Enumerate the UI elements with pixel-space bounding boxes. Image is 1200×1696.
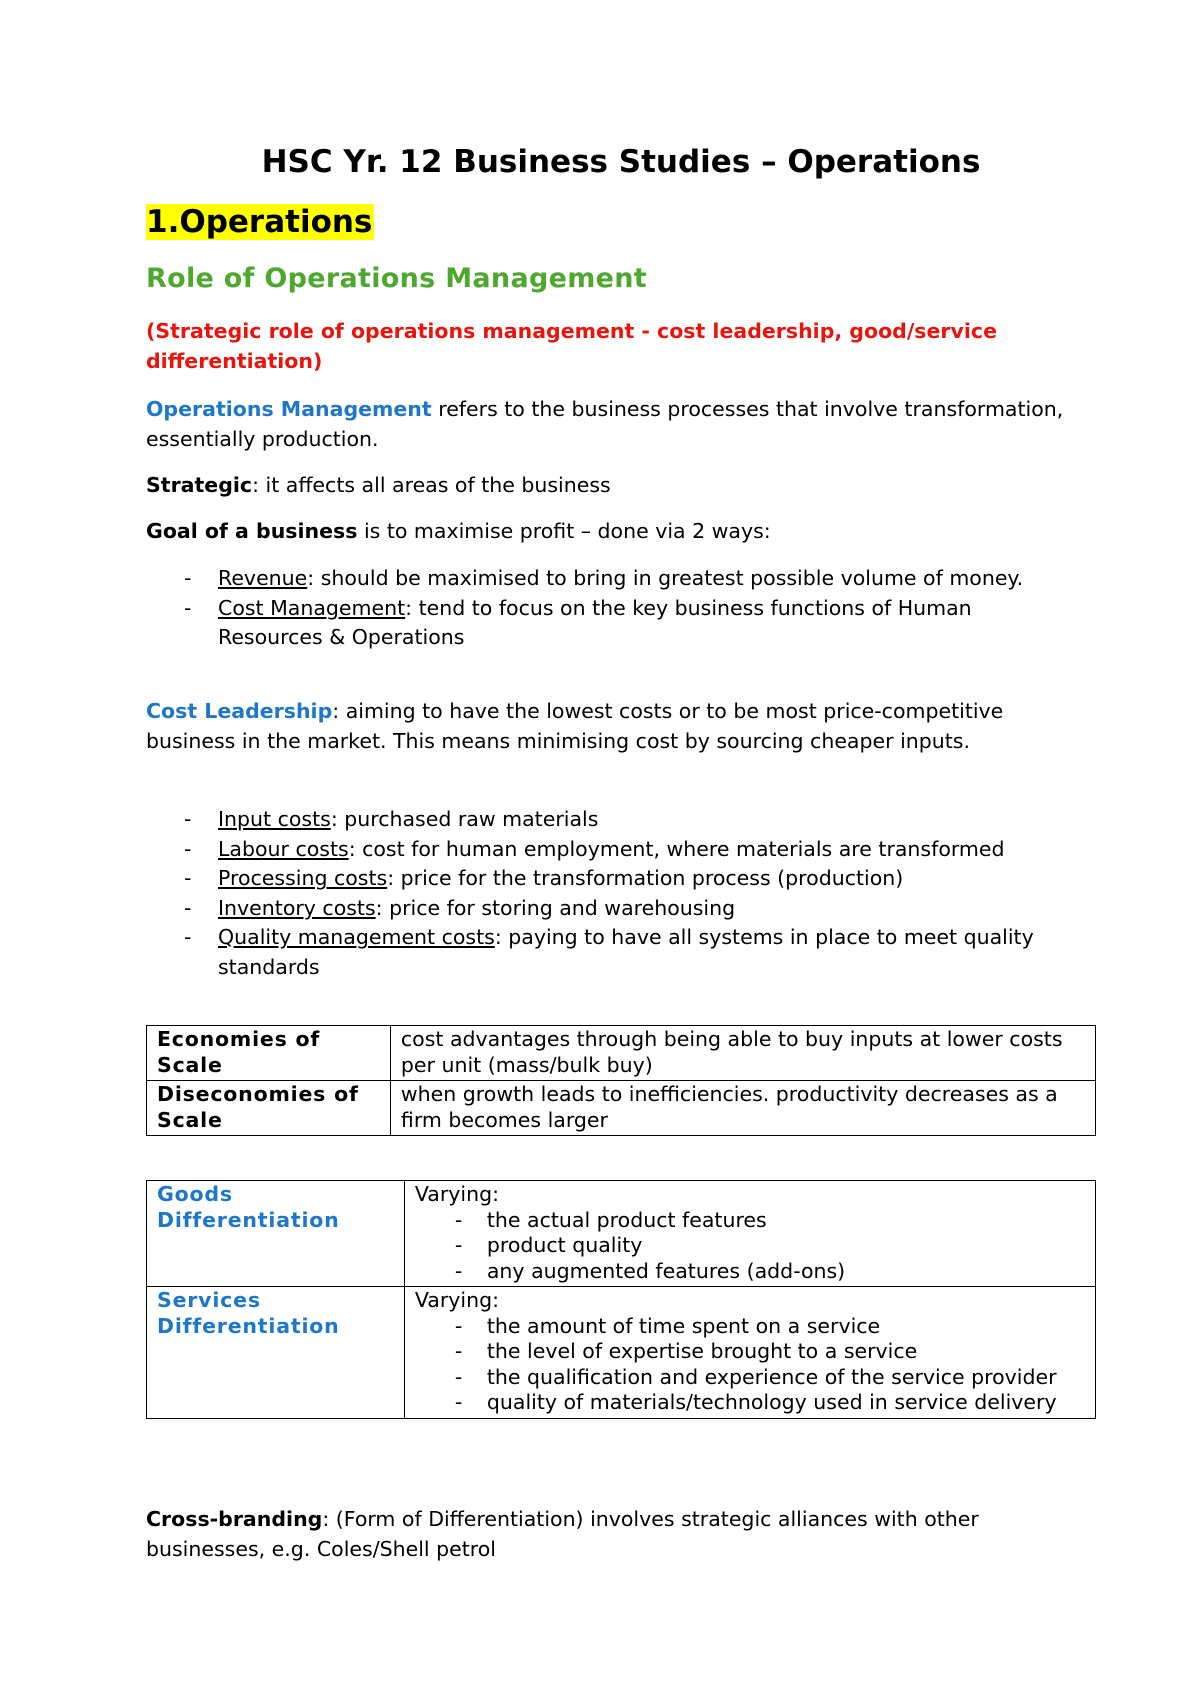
strategic-role-note: (Strategic role of operations management - cost leadership, good/service differentiation)	[146, 319, 997, 373]
dash-bullet: -	[184, 595, 192, 620]
differentiation-table	[146, 1180, 1096, 1419]
list-item	[415, 1339, 1085, 1365]
ops-mgmt-term: Operations Management	[146, 397, 432, 421]
scale-table	[146, 1025, 1096, 1136]
list-item	[146, 564, 1066, 594]
dash-bullet: -	[184, 836, 192, 861]
list-item-term: Labour costs	[218, 836, 349, 861]
list-item-text: : cost for human employment, where materials are transformed	[348, 836, 1005, 861]
table-cell-label: Services Differentiation	[147, 1287, 405, 1419]
table-cell-desc: cost advantages through being able to buy inputs at lower costs per unit (mass/bulk buy)	[390, 1026, 1095, 1081]
list-item-text: the actual product features	[486, 1207, 767, 1232]
subsection-heading: Role of Operations Management	[146, 263, 647, 294]
list-item-text: : price for the transformation process (production)	[387, 866, 904, 890]
cell-intro: Varying:	[414, 1182, 500, 1206]
cross-branding-text: : (Form of Differentiation) involves strategic alliances with other businesses, e.g. Coles/Shell petrol	[146, 1507, 979, 1561]
cross-branding-term: Cross-branding	[146, 1507, 323, 1531]
list-item-text: : should be maximised to bring in greatest possible volume of money.	[307, 566, 1024, 590]
list-item-text: : tend to focus on the key business functions of Human Resources & Operations	[218, 595, 972, 649]
goal-term: Goal of a business	[146, 519, 358, 543]
table-cell-label: Economies of Scale	[147, 1026, 391, 1081]
list-item	[415, 1365, 1085, 1391]
list-item-term: Quality management costs	[218, 925, 495, 949]
cost-list	[146, 805, 1046, 982]
list-item-text: the amount of time spent on a service	[486, 1313, 881, 1338]
list-item	[146, 594, 1066, 653]
list-item	[415, 1259, 1085, 1285]
cost-leadership-term: Cost Leadership	[146, 699, 333, 723]
list-item	[415, 1314, 1085, 1340]
list-item-term: Revenue	[218, 566, 308, 590]
table-row	[147, 1026, 1096, 1081]
cell-list	[415, 1314, 1085, 1416]
list-item-text: the level of expertise brought to a service	[486, 1339, 918, 1363]
dash-bullet: -	[454, 1258, 463, 1283]
list-item	[146, 894, 1046, 924]
table-row	[147, 1287, 1096, 1419]
dash-bullet: -	[184, 925, 192, 949]
list-item-term: Inventory costs	[218, 895, 376, 920]
list-item-text: product quality	[486, 1233, 643, 1257]
dash-bullet: -	[454, 1364, 463, 1389]
dash-bullet: -	[184, 566, 192, 590]
table-row	[147, 1081, 1096, 1136]
dash-bullet: -	[454, 1390, 463, 1414]
table-cell-desc	[404, 1287, 1095, 1419]
table-cell-label: Diseconomies of Scale	[147, 1081, 391, 1136]
document-title: HSC Yr. 12 Business Studies – Operations	[261, 144, 981, 180]
strategic-text: : it affects all areas of the business	[252, 473, 611, 497]
list-item-text: the qualification and experience of the service provider	[486, 1364, 1057, 1389]
ops-mgmt-text: refers to the business processes that involve transformation, essentially production.	[146, 397, 1064, 451]
list-item	[146, 923, 1046, 982]
section-heading-text: 1.Operations	[146, 204, 373, 240]
list-item	[415, 1390, 1085, 1416]
table-cell-desc	[404, 1181, 1095, 1287]
dash-bullet: -	[184, 866, 192, 890]
goal-paragraph	[146, 517, 1096, 547]
table-row	[147, 1181, 1096, 1287]
dash-bullet: -	[184, 895, 192, 920]
goal-text: is to maximise profit – done via 2 ways:	[357, 519, 771, 543]
cost-leadership-text: : aiming to have the lowest costs or to be most price-competitive business in the market. This means minimising cost by sourcing cheaper inputs.	[146, 699, 1004, 753]
list-item-term: Processing costs	[218, 866, 388, 890]
list-item-text: : price for storing and warehousing	[375, 895, 736, 920]
list-item-text: quality of materials/technology used in service delivery	[486, 1390, 1057, 1414]
list-item-text: : paying to have all systems in place to meet quality standards	[218, 925, 1034, 979]
table-cell-label: Goods Differentiation	[147, 1181, 405, 1287]
table-cell-desc: when growth leads to inefficiencies. productivity decreases as a firm becomes larger	[390, 1081, 1095, 1136]
cost-leadership-paragraph	[146, 697, 1076, 756]
goal-list	[146, 564, 1066, 653]
strategic-paragraph	[146, 471, 1096, 501]
dash-bullet: -	[454, 1233, 463, 1257]
list-item-term: Cost Management	[218, 595, 406, 620]
dash-bullet: -	[184, 807, 192, 831]
dash-bullet: -	[454, 1207, 463, 1232]
cell-intro: Varying:	[414, 1288, 500, 1312]
dash-bullet: -	[454, 1313, 463, 1338]
list-item	[146, 835, 1046, 865]
strategic-term: Strategic	[146, 473, 253, 497]
cross-branding-paragraph	[146, 1505, 1076, 1564]
list-item-text: : purchased raw materials	[330, 807, 599, 831]
ops-mgmt-paragraph	[146, 395, 1096, 454]
list-item	[146, 864, 1046, 894]
section-heading	[146, 202, 374, 242]
cell-list	[415, 1208, 1085, 1285]
list-item	[415, 1208, 1085, 1234]
list-item-text: any augmented features (add-ons)	[486, 1258, 846, 1283]
list-item-term: Input costs	[218, 807, 331, 831]
list-item	[415, 1233, 1085, 1259]
list-item	[146, 805, 1046, 835]
dash-bullet: -	[454, 1339, 463, 1363]
